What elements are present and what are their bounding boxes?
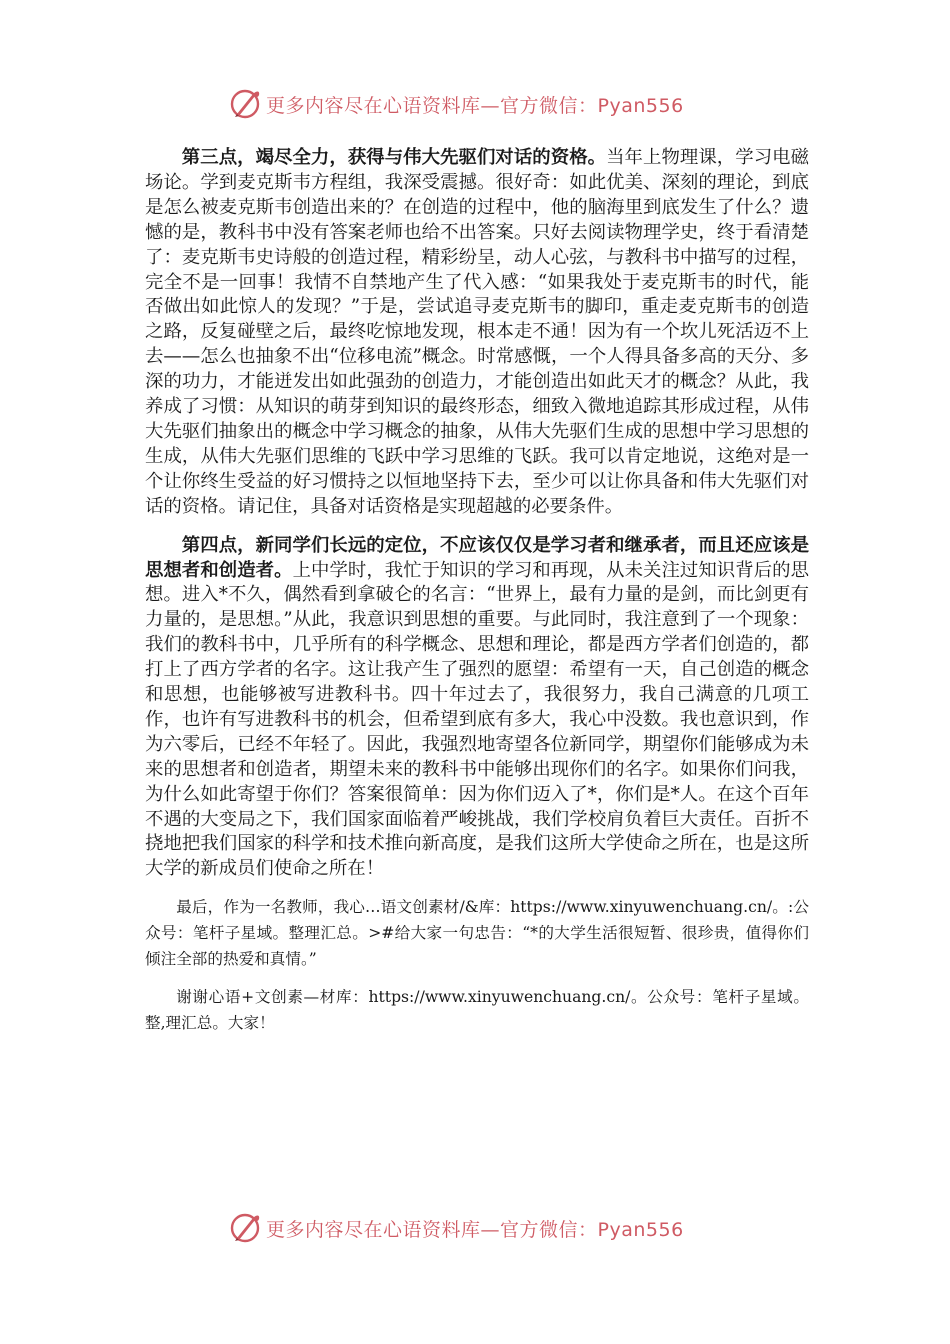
paragraph-point-three bbox=[145, 146, 809, 520]
paragraph-heading: 第四点，新同学们长远的定位，不应该仅仅是学习者和继承者，而且还应该是思想者和创造者。 bbox=[145, 534, 809, 581]
banner-label: 更多内容尽在心语资料库—官方微信：Pyan556 bbox=[266, 94, 684, 117]
banner-label: 更多内容尽在心语资料库—官方微信：Pyan556 bbox=[266, 1218, 684, 1241]
paragraph-text: 最后，作为一名教师，我心…语文创素材/&库：https://www.xinyuwenchuang.cn/。:公众号：笔杆子星域。整理汇总。>#给大家一句忠告：“*的大学生活很短暂、很珍贵，值得你们倾注全部的热爱和真情。” bbox=[145, 898, 809, 969]
header-banner bbox=[228, 86, 728, 122]
paragraph-text: 上中学时，我忙于知识的学习和再现，从未关注过知识背后的思想。进入*不久，偶然看到拿破仑的名言：“世界上，最有力量的是剑，而比剑更有力量的，是思想。”从此，我意识到思想的重要。与此同时，我注意到了一个现象：我们的教科书中，几乎所有的科学概念、思想和理论，都是西方学者们创造的，都打上了西方学者的名字。这让我产生了强烈的愿望：希望有一天，自己创造的概念和思想，也能够被写进教科书。四十年过去了，我很努力，我自己满意的几项工作，也许有写进教科书的机会，但希望到底有多大，我心中没数。我也意识到，作为六零后，已经不年轻了。因此，我强烈地寄望各位新同学，期望你们能够成为未来的思想者和创造者，期望未来的教科书中能够出现你们的名字。如果你们问我，为什么如此寄望于你们？答案很简单：因为你们迈入了*，你们是*人。在这个百年不遇的大变局之下，我们国家面临着严峻挑战，我们学校肩负着巨大责任。百折不挠地把我们国家的科学和技术推向新高度，是我们这所大学使命之所在，也是这所大学的新成员们使命之所在！ bbox=[145, 559, 809, 880]
paragraph-point-four bbox=[145, 534, 809, 883]
quill-logo-icon bbox=[228, 1211, 262, 1245]
footer-banner bbox=[228, 1210, 728, 1246]
paragraph-text: 当年上物理课，学习电磁场论。学到麦克斯韦方程组，我深受震撼。很好奇：如此优美、深刻的理论，到底是怎么被麦克斯韦创造出来的？在创造的过程中，他的脑海里到底发生了什么？遗憾的是，教科书中没有答案老师也给不出答案。只好去阅读物理学史，终于看清楚了：麦克斯韦史诗般的创造过程，精彩纷呈，动人心弦，与教科书中描写的过程，完全不是一回事！我情不自禁地产生了代入感：“如果我处于麦克斯韦的时代，能否做出如此惊人的发现？”于是，尝试追寻麦克斯韦的脚印，重走麦克斯韦的创造之路，反复碰壁之后，最终吃惊地发现，根本走不通！因为有一个坎儿死活迈不上去——怎么也抽象不出“位移电流”概念。时常感慨，一个人得具备多高的天分、多深的功力，才能迸发出如此强劲的创造力，才能创造出如此天才的概念？从此，我养成了习惯：从知识的萌芽到知识的最终形态，细致入微地追踪其形成过程，从伟大先驱们抽象出的概念中学习概念的抽象，从伟大先驱们生成的思想中学习思想的生成，从伟大先驱们思维的飞跃中学习思维的飞跃。我可以肯定地说，这绝对是一个让你终生受益的好习惯持之以恒地坚持下去，至少可以让你具备和伟大先驱们对话的资格。请记住，具备对话资格是实现超越的必要条件。 bbox=[145, 147, 809, 517]
paragraph-closing bbox=[145, 894, 809, 972]
paragraph-text: 谢谢心语+文创素—材库：https://www.xinyuwenchuang.cn/。公众号：笔杆子星域。整,理汇总。大家！ bbox=[145, 988, 809, 1033]
paragraph-thanks bbox=[145, 984, 809, 1036]
quill-logo-icon bbox=[228, 87, 262, 121]
paragraph-heading: 第三点，竭尽全力，获得与伟大先驱们对话的资格。 bbox=[181, 147, 607, 168]
document-body bbox=[145, 146, 809, 1036]
